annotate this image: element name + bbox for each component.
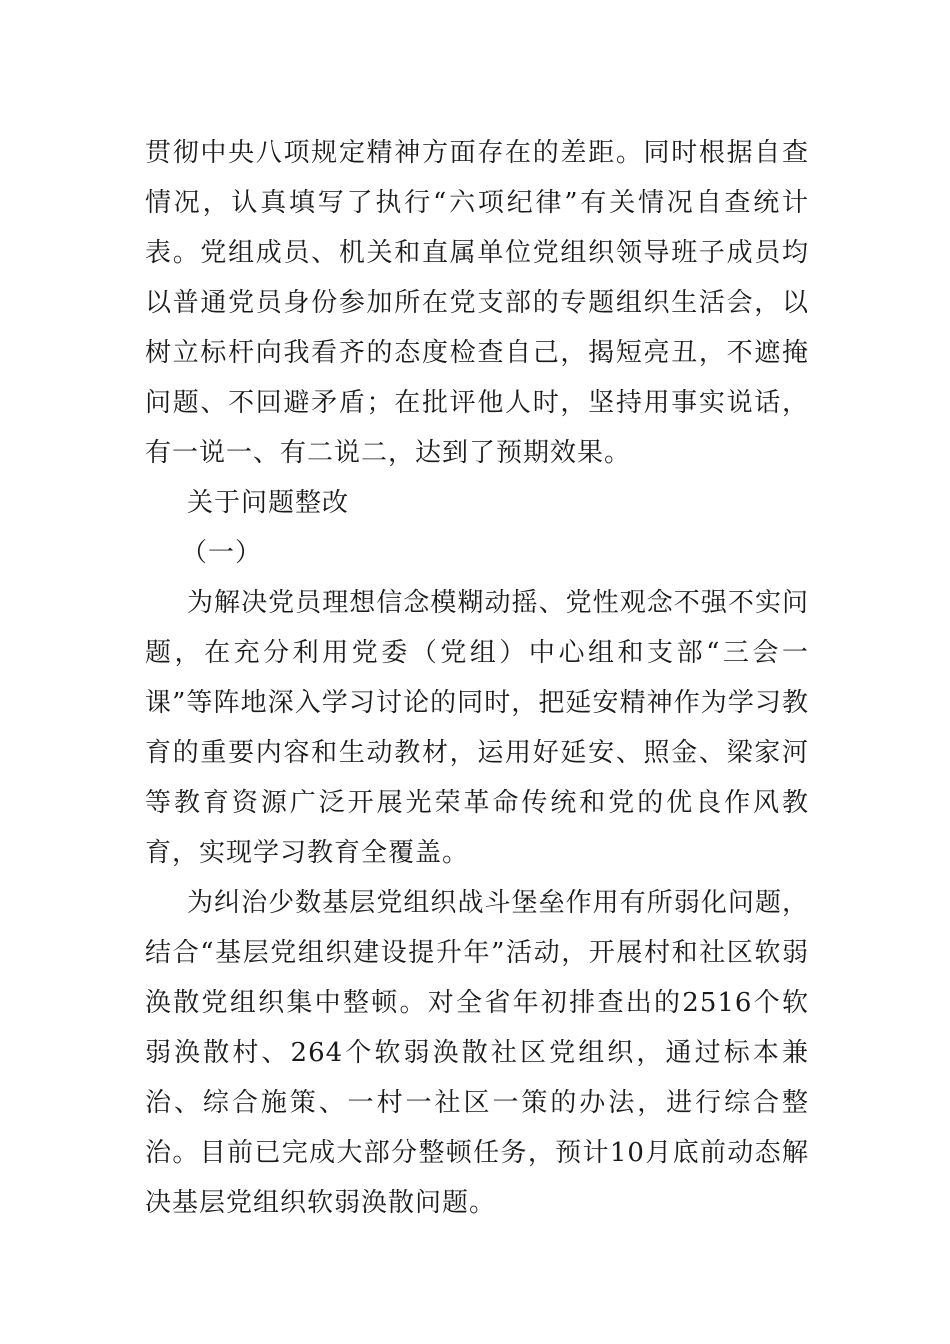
paragraph-study-education: 为解决党员理想信念模糊动摇、党性观念不强不实问题，在充分利用党委（党组）中心组和支部“三会一课”等阵地深入学习讨论的同时，把延安精神作为学习教育的重要内容和生动教材，运用好延安、照金、梁家河等教育资源广泛开展光荣革命传统和党的优良作风教育，实现学习教育全覆盖。 [145,588,809,868]
subsection-heading: （一） [181,538,263,568]
paragraph-grassroots-rectification: 为纠治少数基层党组织战斗堡垒作用有所弱化问题，结合“基层党组织建设提升年”活动，开展村和社区软弱涣散党组织集中整顿。对全省年初排查出的2516个软弱涣散村、264个软弱涣散社区党组织，通过标本兼治、综合施策、一村一社区一策的办法，进行综合整治。目前已完成大部分整顿任务，预计10月底前动态解决基层党组织软弱涣散问题。 [145,888,809,1218]
document-body [145,128,809,1228]
paragraph-continued: 贯彻中央八项规定精神方面存在的差距。同时根据自查情况，认真填写了执行“六项纪律”有关情况自查统计表。党组成员、机关和直属单位党组织领导班子成员均以普通党员身份参加所在党支部的专题组织生活会，以树立标杆向我看齐的态度检查自己，揭短亮丑，不遮掩问题、不回避矛盾；在批评他人时，坚持用事实说话，有一说一、有二说二，达到了预期效果。 [145,138,809,468]
section-heading: 关于问题整改 [187,488,350,518]
